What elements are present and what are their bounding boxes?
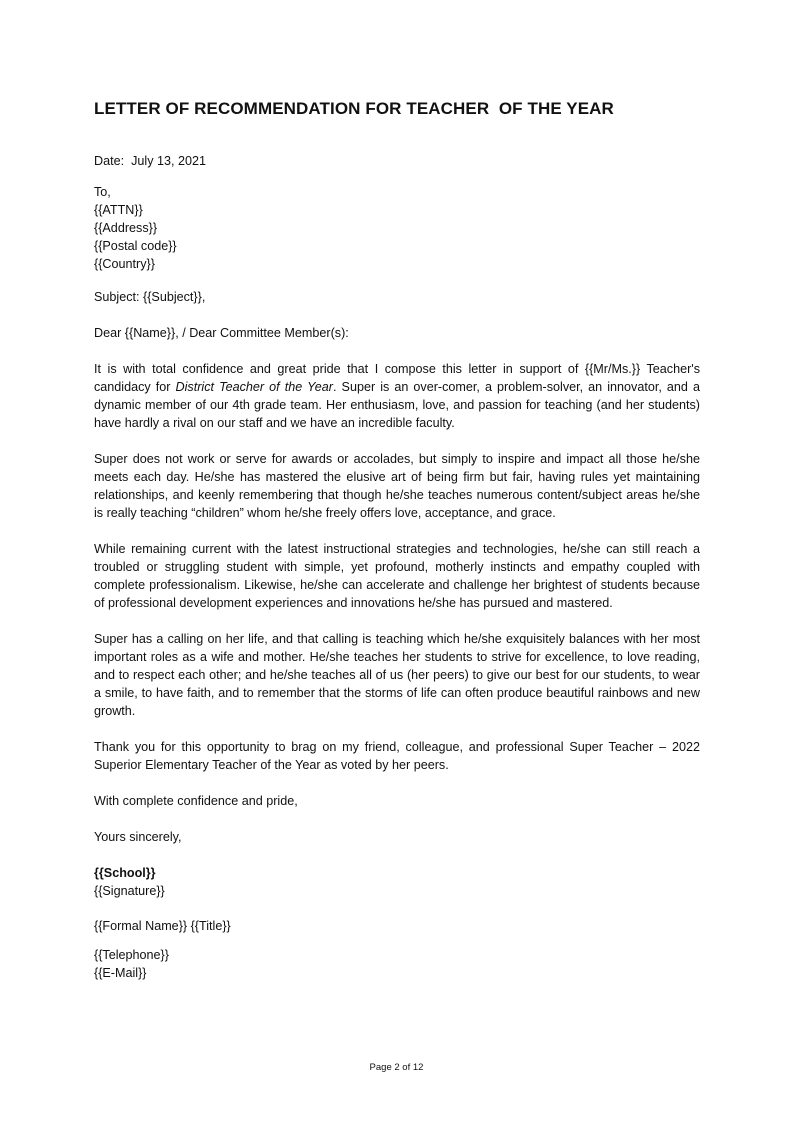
recipient-address: {{Address}} <box>94 221 158 235</box>
recipient-to: To, <box>94 185 111 199</box>
recipient-block <box>94 183 700 273</box>
signer-telephone: {{Telephone}} <box>94 948 169 962</box>
contact-block <box>94 946 700 982</box>
letter-title: LETTER OF RECOMMENDATION FOR TEACHER OF THE YEAR <box>94 99 614 118</box>
body-paragraph-1 <box>94 360 700 432</box>
closing-line: With complete confidence and pride, <box>94 794 298 808</box>
subject-line: Subject: {{Subject}}, <box>94 290 206 304</box>
award-name: District Teacher of the Year <box>175 380 333 394</box>
body-paragraph-1-end: . Super is an over-comer, a problem-solver, an innovator, and a dynamic member of our 4th grade team. Her enthusiasm, love, and passion for teaching (and her students) have hardly a rival on our staff and we have an incredible faculty. <box>94 380 700 430</box>
recipient-attn: {{ATTN}} <box>94 203 143 217</box>
signer-email: {{E-Mail}} <box>94 966 147 980</box>
signature-placeholder: {{Signature}} <box>94 884 165 898</box>
letter-date: Date: July 13, 2021 <box>94 154 207 168</box>
recipient-country: {{Country}} <box>94 257 155 271</box>
body-paragraph-2: Super does not work or serve for awards or accolades, but simply to inspire and impact all those he/she meets each day. He/she has mastered the elusive art of being firm but fair, having rules yet maintaining relationships, and keenly remembering that though he/she teaches numerous content/subject areas he/she is really teaching “children” whom he/she freely offers love, acceptance, and grace. <box>94 452 700 520</box>
recipient-postal-code: {{Postal code}} <box>94 239 177 253</box>
body-paragraph-3: While remaining current with the latest instructional strategies and technologies, he/she can still reach a troubled or struggling student with simple, yet profound, motherly instincts and empathy coupled with complete professionalism. Likewise, he/she can accelerate and challenge her brightest of students because of professional development experiences and innovations he/she has pursued and mastered. <box>94 542 700 610</box>
body-paragraph-5: Thank you for this opportunity to brag on my friend, colleague, and professional Super Teacher – 2022 Superior Elementary Teacher of the Year as voted by her peers. <box>94 740 700 772</box>
sign-off: Yours sincerely, <box>94 830 182 844</box>
signature-school: {{School}} <box>94 866 156 880</box>
body-paragraph-4: Super has a calling on her life, and that calling is teaching which he/she exquisitely balances with her most important roles as a wife and mother. He/she teaches her students to strive for excellence, to love reading, and to respect each other; and he/she teaches all of us (her peers) to give our best for our students, to wear a smile, to have faith, and to remember that the storms of life can often produce beautiful rainbows and new growth. <box>94 632 700 718</box>
signature-block <box>94 864 700 900</box>
page-number: Page 2 of 12 <box>369 1062 424 1073</box>
signer-name-title: {{Formal Name}} {{Title}} <box>94 919 231 933</box>
salutation: Dear {{Name}}, / Dear Committee Member(s): <box>94 326 349 340</box>
body-paragraph-1-start: It is with total confidence and great pride that I compose this letter in support of {{Mr/Ms.}} Teacher's candidacy for <box>94 362 700 394</box>
letter-body <box>94 97 700 982</box>
